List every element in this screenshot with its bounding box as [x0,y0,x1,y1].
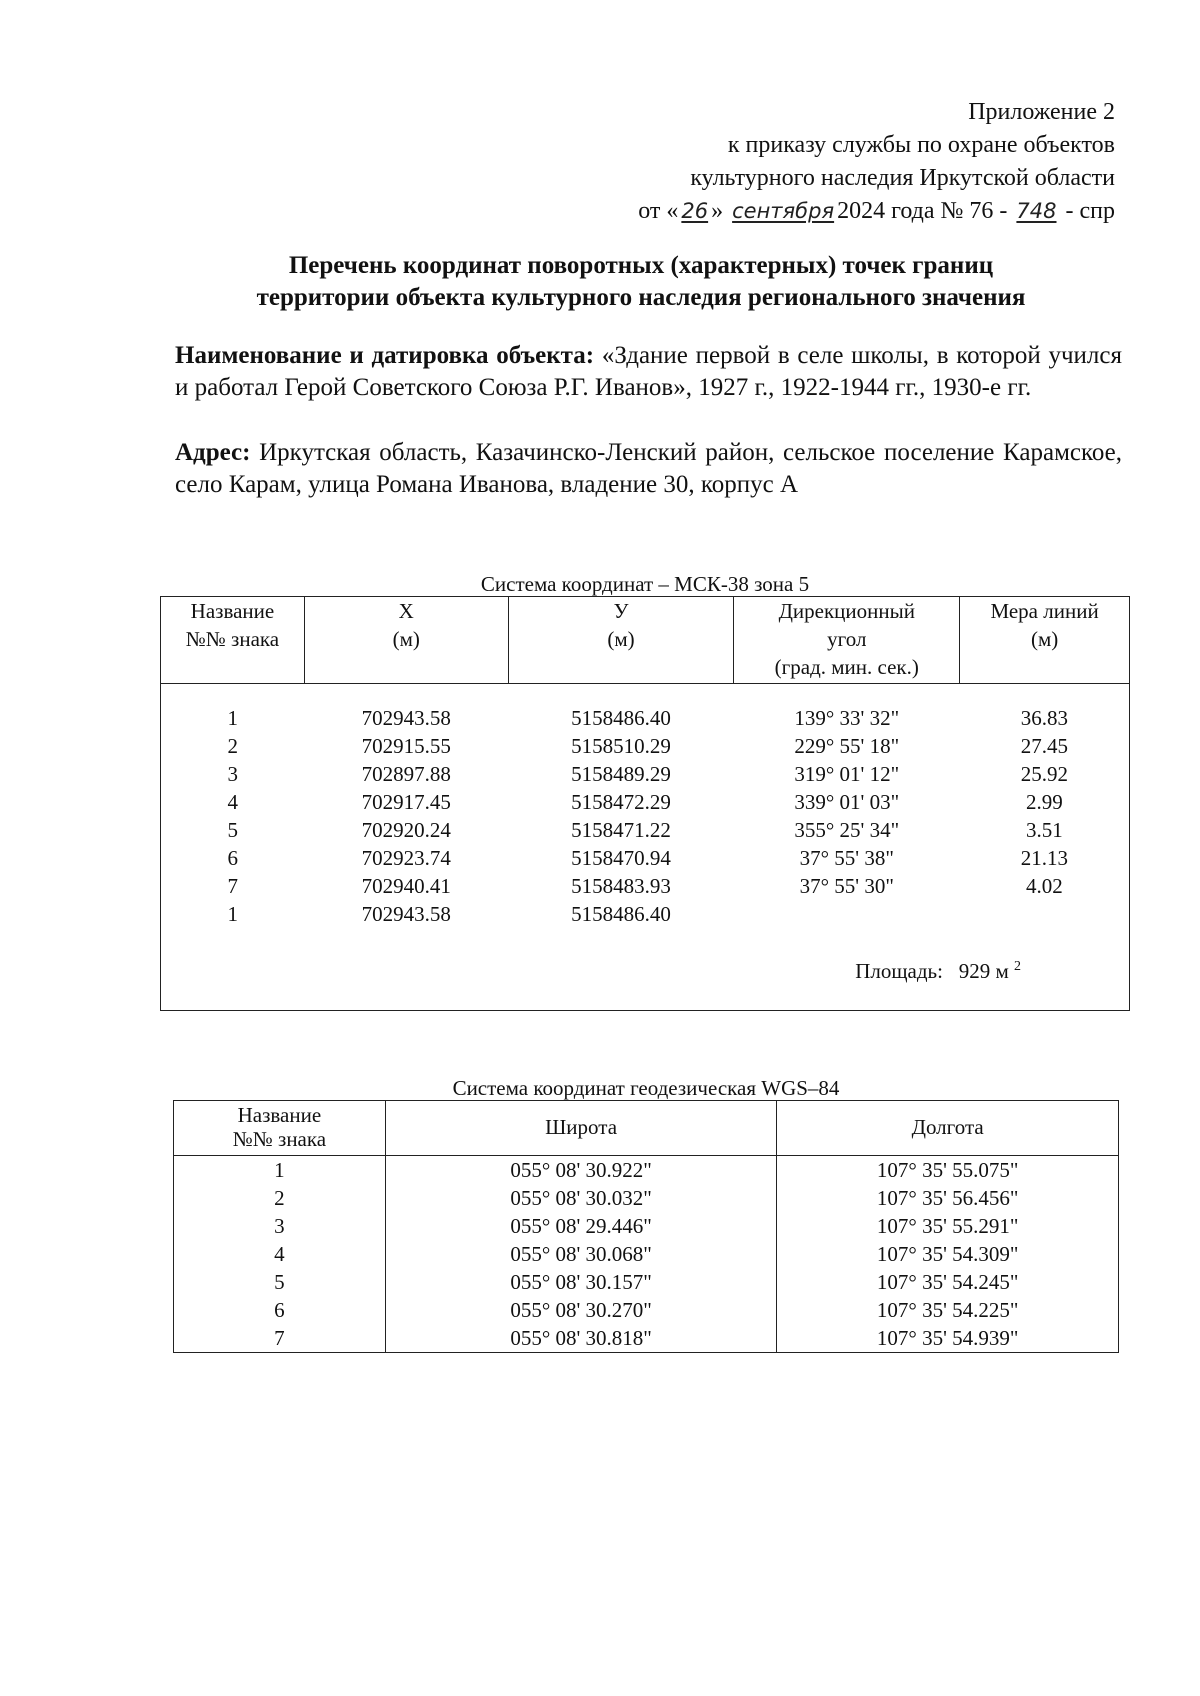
table1-header-line: (град. мин. сек.) [774,655,919,679]
table2-cell: 055° 08' 30.032" [385,1184,777,1212]
table1-cell: 319° 01' 12" [794,762,900,786]
table-row [161,900,1130,928]
table1-cell: 702940.41 [361,874,451,898]
table1-header-line: (м) [392,627,420,651]
table1-cell: 139° 33' 32" [794,706,900,730]
table2-body [174,1156,1119,1353]
table-row [174,1212,1119,1240]
table-row [174,1184,1119,1212]
table-row [161,788,1130,816]
title-line-1: Перечень координат поворотных (характерных) точек границ [288,252,994,279]
table1-cell [734,900,960,928]
table2-cell: 107° 35' 54.225" [777,1296,1119,1324]
title-line-2: территории объекта культурного наследия регионального значения [256,284,1026,311]
table2-cell: 107° 35' 55.075" [777,1156,1119,1185]
table1-cell: 5 [227,818,238,842]
table-row [161,816,1130,844]
table1-cell: 4 [227,790,238,814]
table1-cell: 702920.24 [361,818,451,842]
table2-cell: 055° 08' 30.157" [385,1268,777,1296]
table-row [161,704,1130,732]
table1-cell [960,900,1130,928]
table-row [161,844,1130,872]
table2-cell: 5 [174,1268,386,1296]
table2-header-row [174,1101,1119,1156]
address-label: Адрес: [175,439,251,466]
table2-cell: 107° 35' 54.309" [777,1240,1119,1268]
table2-cell: 055° 08' 30.818" [385,1324,777,1353]
table1-cell: 1 [227,902,238,926]
table1-header-cell [508,597,734,684]
table1-cell: 5158510.29 [571,734,671,758]
table1-header-cell [960,597,1130,684]
table1-cell: 3.51 [1025,818,1063,842]
table2-header-line: Название [237,1103,322,1127]
area-unit-superscript: 2 [1014,959,1021,974]
table1-spacer-cell [161,684,1130,705]
table1-cell: 5158470.94 [571,846,671,870]
appendix-date-line [638,195,1115,228]
order-suffix: - спр [1065,198,1115,224]
table1-body [161,684,1130,1011]
table1-cell: 36.83 [1020,706,1068,730]
table2-cell: 055° 08' 30.270" [385,1296,777,1324]
table1-cell: 2 [227,734,238,758]
table1-cell: 37° 55' 38" [799,846,894,870]
table1-spacer-row [161,684,1130,705]
table2-cell: 6 [174,1296,386,1324]
table1-cell: 7 [227,874,238,898]
table1-header-line: (м) [1030,627,1059,651]
object-name-label: Наименование и датировка объекта: [175,342,595,369]
table2-header-line: Широта [545,1115,618,1139]
table2-header-cell [777,1101,1119,1156]
table1-header-line: Мера линий [990,599,1099,623]
table-row [161,732,1130,760]
table1-cell: 702915.55 [361,734,451,758]
address-value: Иркутская область, Казачинско-Ленский район, сельское поселение Карамское, село Карам, улица Романа Иванова, владение 30, корпус А [175,439,1123,498]
table1-cell: 2.99 [1025,790,1063,814]
appendix-header [638,96,1115,228]
area-label: Площадь: [855,959,943,983]
table2-cell: 2 [174,1184,386,1212]
table1-cell: 25.92 [1020,762,1068,786]
table1-cell: 702897.88 [361,762,451,786]
table1-header-line: №№ знака [185,627,280,651]
table1-cell: 702923.74 [361,846,451,870]
table2-header-cell [385,1101,777,1156]
msk38-coordinates-table [160,596,1130,1011]
table2-caption: Система координат геодезическая WGS–84 [452,1076,840,1100]
table2-cell: 107° 35' 54.245" [777,1268,1119,1296]
table1-cell: 5158472.29 [571,790,671,814]
table2-cell: 055° 08' 29.446" [385,1212,777,1240]
table1-cell: 5158471.22 [571,818,671,842]
table1-header-line: (м) [607,627,635,651]
table1-header-row [161,597,1130,684]
table1-header-line: X [398,599,414,623]
table-row [161,872,1130,900]
table2-cell: 3 [174,1212,386,1240]
table-row [174,1156,1119,1185]
table2-cell: 7 [174,1324,386,1353]
appendix-org-line: культурного наследия Иркутской области [690,165,1115,191]
table1-cell: 229° 55' 18" [794,734,900,758]
handwritten-order-number: 748 [1016,199,1057,223]
table1-cell: 6 [227,846,238,870]
appendix-title: Приложение 2 [968,99,1115,125]
table1-header-line: Дирекционный [778,599,915,623]
table2-cell: 1 [174,1156,386,1185]
table-row [174,1268,1119,1296]
date-year-text: 2024 года № 76 - [837,198,1008,224]
table1-cell: 3 [227,762,238,786]
area-cell [161,928,1130,1011]
table-row [174,1240,1119,1268]
table1-header-line: Название [190,599,275,623]
document-title [160,250,1122,314]
table2-cell: 107° 35' 56.456" [777,1184,1119,1212]
table1-cell: 4.02 [1025,874,1063,898]
table1-header-line: У [613,599,629,623]
table1-cell: 1 [227,706,238,730]
object-address-paragraph [175,437,1122,501]
table1-cell: 5158486.40 [571,706,671,730]
date-mid: » [711,198,724,224]
table2-cell: 107° 35' 54.939" [777,1324,1119,1353]
table1-header-line: угол [827,627,867,651]
object-name-value: «Здание первой в селе школы, в которой учился и работал Герой Советского Союза Р.Г. Иванов», 1927 г., 1922-1944 гг., 1930-е гг. [175,342,1122,401]
table1-header-cell [734,597,960,684]
table1-cell: 21.13 [1020,846,1068,870]
table1-cell: 5158489.29 [571,762,671,786]
object-name-paragraph [175,340,1122,404]
table1-cell: 355° 25' 34" [794,818,900,842]
table1-cell: 702917.45 [361,790,451,814]
table1-area-row [161,928,1130,1011]
table2-header-cell [174,1101,386,1156]
appendix-ref-line: к приказу службы по охране объектов [727,132,1115,158]
table1-cell: 5158486.40 [571,902,671,926]
table2-header-line: Долгота [911,1115,984,1139]
table1-cell: 37° 55' 30" [799,874,894,898]
handwritten-day: 26 [681,199,709,223]
table-row [174,1296,1119,1324]
table1-cell: 339° 01' 03" [794,790,900,814]
table2-header-line: №№ знака [232,1127,327,1151]
date-prefix: от « [638,198,679,224]
table1-cell: 702943.58 [361,706,451,730]
table1-header-cell [161,597,305,684]
table2-cell: 055° 08' 30.068" [385,1240,777,1268]
table1-caption: Система координат – МСК-38 зона 5 [480,572,810,596]
table2-cell: 4 [174,1240,386,1268]
table2-cell: 055° 08' 30.922" [385,1156,777,1185]
area-value: 929 м [958,959,1009,983]
table2-cell: 107° 35' 55.291" [777,1212,1119,1240]
table-row [161,760,1130,788]
table1-cell: 702943.58 [361,902,451,926]
table1-cell: 27.45 [1020,734,1068,758]
wgs84-coordinates-table [173,1100,1119,1353]
table1-cell: 5158483.93 [571,874,671,898]
table-row [174,1324,1119,1353]
table1-header-cell [304,597,508,684]
handwritten-month: сентября [732,199,835,223]
